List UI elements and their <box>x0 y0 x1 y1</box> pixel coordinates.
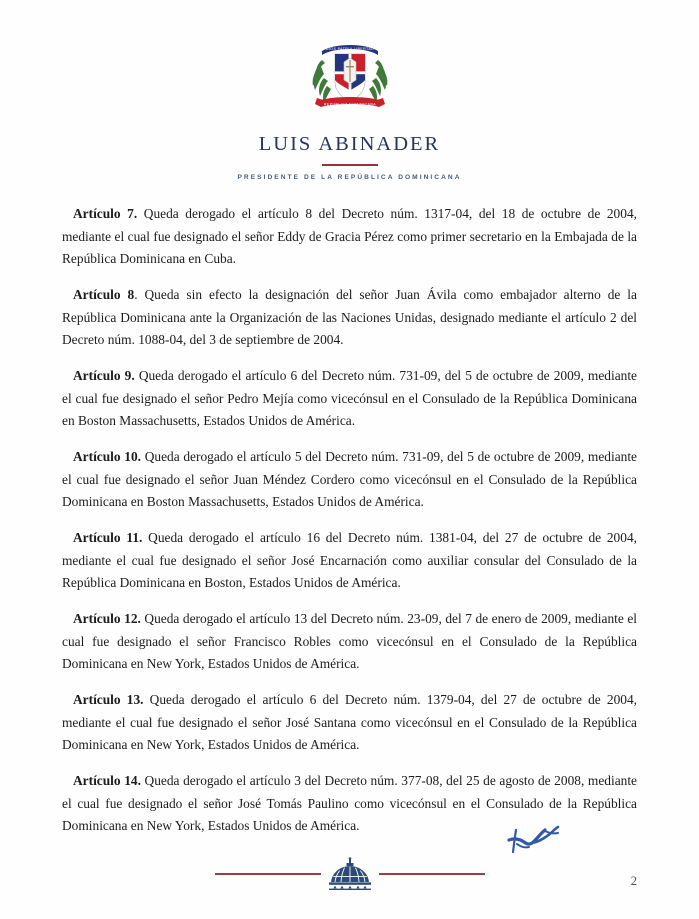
document-body <box>62 203 637 851</box>
article-text: Queda derogado el artículo 16 del Decreto núm. 1381-04, del 27 de octubre de 2004, mediante el cual fue designado el señor José Encarnación como auxiliar consular del Consulado de la República Dominicana en Boston, Estados Unidos de América. <box>62 530 637 590</box>
article-paragraph <box>62 527 637 595</box>
letterhead <box>0 0 699 181</box>
article-label: Artículo 12. <box>73 611 141 626</box>
article-paragraph <box>62 446 637 514</box>
article-text: Queda derogado el artículo 8 del Decreto núm. 1317-04, del 18 de octubre de 2004, mediante el cual fue designado el señor Eddy de Gracia Pérez como primer secretario en la Embajada de la República Dominicana en Cuba. <box>62 206 637 266</box>
article-label: Artículo 10. <box>73 449 142 464</box>
dominican-republic-coat-of-arms-icon <box>304 34 396 118</box>
article-label: Artículo 8 <box>73 287 135 302</box>
article-text: Queda derogado el artículo 3 del Decreto núm. 377-08, del 25 de agosto de 2008, mediante el cual fue designado el señor José Tomás Paulino como vicecónsul en el Consulado de la República Dominicana en New York, Estados Unidos de América. <box>62 773 637 833</box>
article-label: Artículo 9. <box>73 368 135 383</box>
article-label: Artículo 11. <box>73 530 143 545</box>
article-text: Queda derogado el artículo 6 del Decreto núm. 1379-04, del 27 de octubre de 2004, mediante el cual fue designado el señor José Santana como vicecónsul en el Consulado de la República Dominicana en New York, Estados Unidos de América. <box>62 692 638 752</box>
article-paragraph <box>62 608 637 676</box>
footer-rule-right <box>379 873 485 875</box>
footer-ornament <box>0 857 699 891</box>
article-text: Queda derogado el artículo 5 del Decreto núm. 731-09, del 5 de octubre de 2009, mediante el cual fue designado el señor Juan Méndez Cordero como vicecónsul en el Consulado de la República Dominicana en Boston Massachusetts, Estados Unidos de América. <box>62 449 637 509</box>
brand-divider <box>322 164 378 166</box>
article-paragraph <box>62 365 637 433</box>
article-paragraph <box>62 284 637 352</box>
brand-subtitle: PRESIDENTE DE LA REPÚBLICA DOMINICANA <box>237 173 462 181</box>
article-text: Queda derogado el artículo 6 del Decreto núm. 731-09, del 5 de octubre de 2009, mediante el cual fue designado el señor Pedro Mejía como vicecónsul en el Consulado de la República Dominicana en Boston Massachusetts, Estados Unidos de América. <box>62 368 637 428</box>
capitol-dome-icon <box>327 857 373 891</box>
article-label: Artículo 14. <box>73 773 141 788</box>
page-footer <box>0 847 699 919</box>
svg-text:DIOS PATRIA LIBERTAD: DIOS PATRIA LIBERTAD <box>325 47 374 52</box>
brand-name: LUIS ABINADER <box>258 133 441 155</box>
article-text: . Queda sin efecto la designación del señor Juan Ávila como embajador alterno de la República Dominicana ante la Organización de las Naciones Unidas, designado mediante el artículo 2 del Decreto núm. 1088-04, del 3 de septiembre de 2004. <box>62 287 637 347</box>
page-number: 2 <box>630 874 637 888</box>
svg-text:REPUBLICA DOMINICANA: REPUBLICA DOMINICANA <box>323 102 376 107</box>
footer-rule-left <box>215 873 321 875</box>
article-label: Artículo 13. <box>73 692 144 707</box>
article-text: Queda derogado el artículo 13 del Decreto núm. 23-09, del 7 de enero de 2009, mediante el cual fue designado el señor Francisco Robles como vicecónsul en el Consulado de la República Dominicana en New York, Estados Unidos de América. <box>62 611 637 671</box>
article-label: Artículo 7. <box>73 206 138 221</box>
article-paragraph <box>62 689 637 757</box>
article-paragraph <box>62 203 637 271</box>
